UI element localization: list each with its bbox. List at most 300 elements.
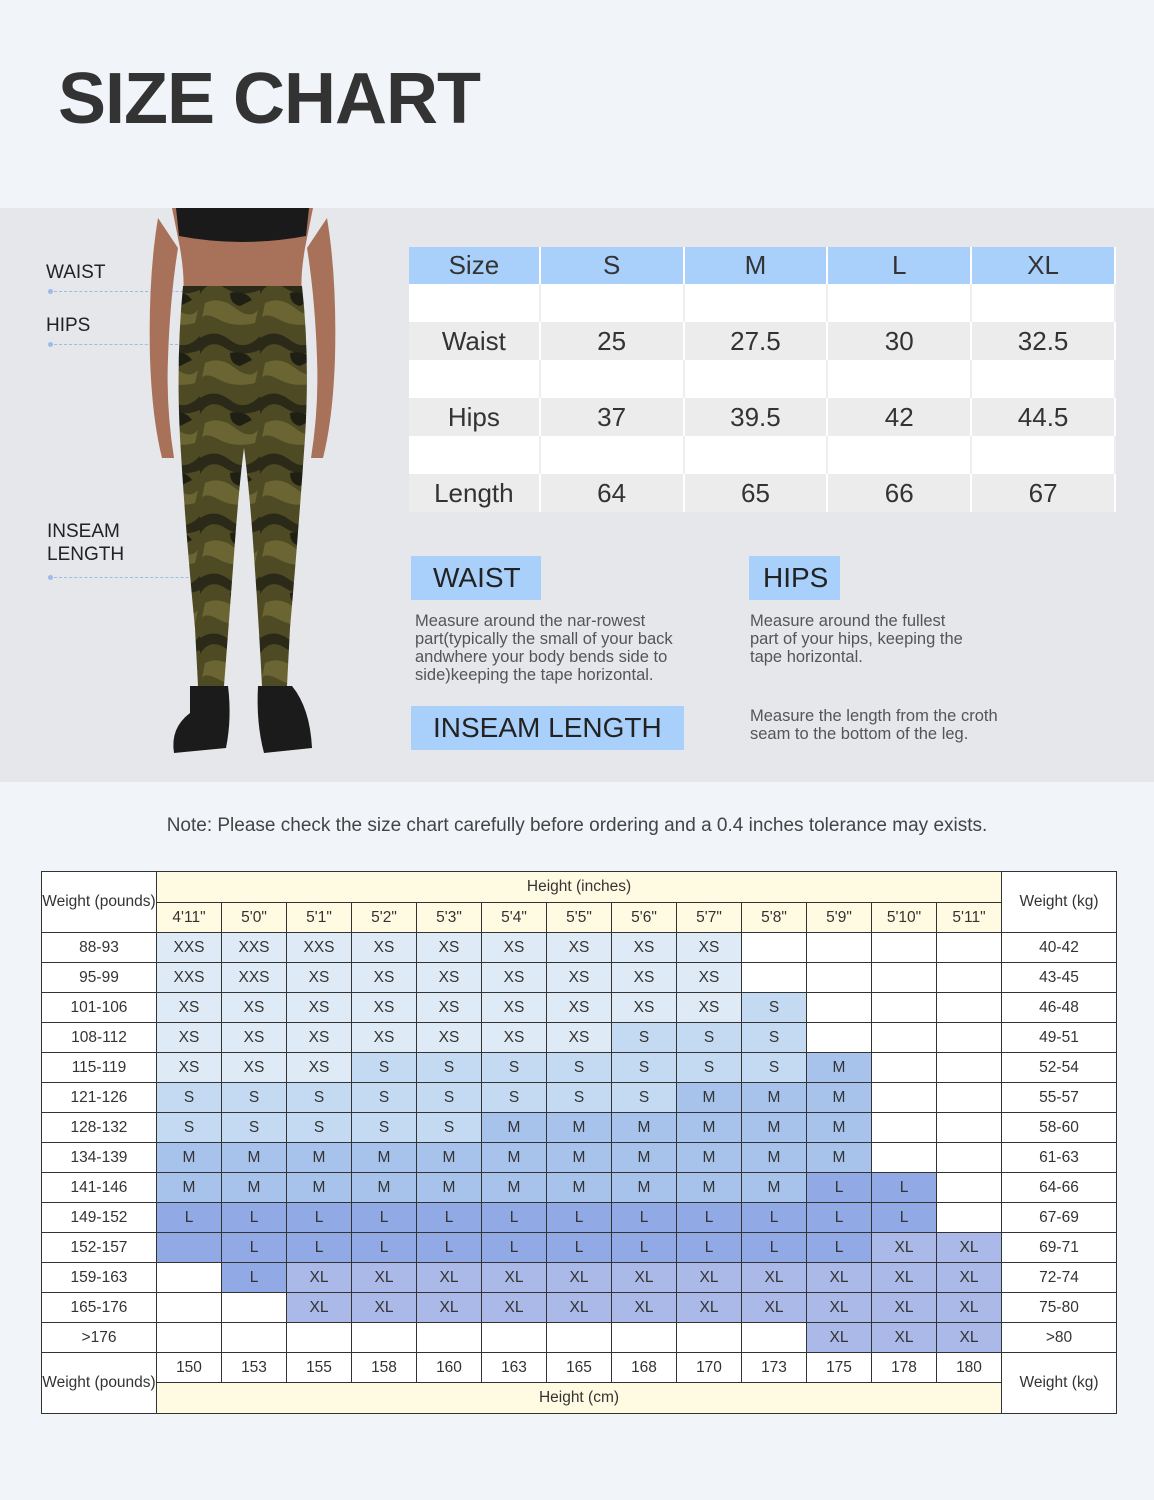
- size-value: 42: [827, 398, 971, 436]
- weight-kg-cell: 67-69: [1002, 1203, 1117, 1233]
- size-cell: XL: [677, 1263, 742, 1293]
- weight-pounds-cell: 159-163: [42, 1263, 157, 1293]
- size-cell: XL: [352, 1263, 417, 1293]
- size-cell: M: [352, 1143, 417, 1173]
- size-cell: L: [807, 1203, 872, 1233]
- model-figure-image: [140, 208, 345, 758]
- height-inches-cell: 5'8": [742, 903, 807, 933]
- size-cell: S: [157, 1113, 222, 1143]
- weight-pounds-cell: 108-112: [42, 1023, 157, 1053]
- size-cell: XS: [352, 963, 417, 993]
- height-cm-cell: 170: [677, 1353, 742, 1383]
- size-cell: XS: [417, 993, 482, 1023]
- size-cell: S: [352, 1083, 417, 1113]
- size-value: 44.5: [971, 398, 1115, 436]
- grid-header-row: [42, 872, 1117, 903]
- waist-dot: [48, 289, 53, 294]
- size-cell: M: [677, 1083, 742, 1113]
- size-cell: XL: [937, 1293, 1002, 1323]
- size-value: 66: [827, 474, 971, 512]
- size-cell: [742, 1323, 807, 1353]
- size-cell: M: [612, 1173, 677, 1203]
- weight-kg-cell: 61-63: [1002, 1143, 1117, 1173]
- size-cell: M: [677, 1143, 742, 1173]
- size-cell: L: [807, 1173, 872, 1203]
- size-cell: XL: [482, 1293, 547, 1323]
- height-inches-cell: 5'1": [287, 903, 352, 933]
- waist-label: WAIST: [46, 262, 106, 283]
- size-cell: L: [807, 1233, 872, 1263]
- size-header-cell: S: [540, 247, 684, 284]
- size-cell: XS: [222, 1023, 287, 1053]
- size-cell: XL: [287, 1263, 352, 1293]
- size-cell: S: [482, 1083, 547, 1113]
- size-cell: S: [547, 1053, 612, 1083]
- size-cell: M: [417, 1173, 482, 1203]
- size-cell: M: [482, 1173, 547, 1203]
- size-cell: XS: [612, 993, 677, 1023]
- size-cell: L: [222, 1233, 287, 1263]
- height-cm-cell: 153: [222, 1353, 287, 1383]
- weight-pounds-cell: 165-176: [42, 1293, 157, 1323]
- size-value: 30: [827, 322, 971, 360]
- size-cell: S: [742, 993, 807, 1023]
- size-cell: M: [807, 1053, 872, 1083]
- size-cell: XS: [287, 993, 352, 1023]
- weight-pounds-cell: 141-146: [42, 1173, 157, 1203]
- size-cell: [612, 1323, 677, 1353]
- weight-kg-cell: 75-80: [1002, 1293, 1117, 1323]
- size-cell: [937, 1023, 1002, 1053]
- size-cell: XL: [287, 1293, 352, 1323]
- height-inches-header: Height (inches): [157, 872, 1002, 903]
- size-cell: [742, 933, 807, 963]
- size-cell: [937, 993, 1002, 1023]
- size-value: 67: [971, 474, 1115, 512]
- size-cell: [157, 1293, 222, 1323]
- size-cell: [352, 1323, 417, 1353]
- size-value: 65: [684, 474, 828, 512]
- height-cm-cell: 180: [937, 1353, 1002, 1383]
- size-value: 39.5: [684, 398, 828, 436]
- size-cell: L: [417, 1203, 482, 1233]
- size-cell: M: [222, 1143, 287, 1173]
- size-cell: M: [677, 1173, 742, 1203]
- size-cell: M: [742, 1173, 807, 1203]
- height-weight-size-grid: [41, 871, 1117, 1414]
- size-cell: [417, 1323, 482, 1353]
- size-cell: [807, 933, 872, 963]
- size-cell: XS: [157, 1023, 222, 1053]
- size-cell: XL: [417, 1293, 482, 1323]
- weight-kg-header: Weight (kg): [1002, 872, 1117, 933]
- size-cell: M: [157, 1173, 222, 1203]
- size-cell: L: [547, 1203, 612, 1233]
- height-cm-cell: 155: [287, 1353, 352, 1383]
- table-row: [42, 993, 1117, 1023]
- size-cell: L: [222, 1203, 287, 1233]
- weight-kg-cell: 72-74: [1002, 1263, 1117, 1293]
- weight-pounds-footer: Weight (pounds): [42, 1353, 157, 1414]
- table-row: [42, 1173, 1117, 1203]
- grid-height-inches-row: [42, 903, 1117, 933]
- size-cell: [872, 1053, 937, 1083]
- inseam-guide-text: Measure the length from the croth seam to the bottom of the leg.: [750, 707, 998, 743]
- size-cell: L: [352, 1203, 417, 1233]
- height-inches-cell: 5'5": [547, 903, 612, 933]
- size-cell: [872, 993, 937, 1023]
- size-row-length: [409, 474, 1115, 512]
- size-cell: S: [222, 1113, 287, 1143]
- height-cm-cell: 173: [742, 1353, 807, 1383]
- size-cell: S: [417, 1083, 482, 1113]
- table-row: [42, 1203, 1117, 1233]
- size-cell: XS: [157, 993, 222, 1023]
- size-cell: [807, 963, 872, 993]
- weight-pounds-cell: 121-126: [42, 1083, 157, 1113]
- weight-kg-cell: >80: [1002, 1323, 1117, 1353]
- size-cell: [872, 1083, 937, 1113]
- inseam-dot: [48, 575, 53, 580]
- size-cell: XL: [937, 1263, 1002, 1293]
- size-cell: M: [547, 1143, 612, 1173]
- size-cell: [872, 1113, 937, 1143]
- size-cell: XXS: [222, 933, 287, 963]
- size-cell: [872, 1143, 937, 1173]
- hips-guide-title: HIPS: [749, 556, 840, 600]
- size-cell: S: [222, 1083, 287, 1113]
- size-cell: S: [612, 1023, 677, 1053]
- size-cell: XL: [417, 1263, 482, 1293]
- size-cell: XL: [807, 1323, 872, 1353]
- height-cm-cell: 165: [547, 1353, 612, 1383]
- size-cell: [287, 1323, 352, 1353]
- size-cell: M: [222, 1173, 287, 1203]
- size-cell: [157, 1263, 222, 1293]
- size-cell: XS: [222, 993, 287, 1023]
- size-cell: L: [287, 1203, 352, 1233]
- size-cell: [482, 1323, 547, 1353]
- size-cell: XS: [482, 1023, 547, 1053]
- weight-pounds-cell: 88-93: [42, 933, 157, 963]
- weight-kg-cell: 52-54: [1002, 1053, 1117, 1083]
- size-cell: [807, 993, 872, 1023]
- height-inches-cell: 5'9": [807, 903, 872, 933]
- size-cell: L: [612, 1233, 677, 1263]
- weight-kg-cell: 43-45: [1002, 963, 1117, 993]
- size-cell: [937, 933, 1002, 963]
- size-cell: M: [807, 1113, 872, 1143]
- size-cell: M: [742, 1113, 807, 1143]
- size-value: 37: [540, 398, 684, 436]
- size-cell: M: [612, 1113, 677, 1143]
- size-cell: L: [677, 1203, 742, 1233]
- size-cell: M: [417, 1143, 482, 1173]
- size-cell: S: [417, 1113, 482, 1143]
- weight-kg-cell: 64-66: [1002, 1173, 1117, 1203]
- table-row: [42, 1263, 1117, 1293]
- size-cell: [742, 963, 807, 993]
- size-cell: L: [482, 1233, 547, 1263]
- size-cell: M: [742, 1083, 807, 1113]
- height-cm-cell: 150: [157, 1353, 222, 1383]
- tolerance-note: Note: Please check the size chart carefully before ordering and a 0.4 inches tolerance may exists.: [166, 815, 988, 836]
- table-row: [42, 1083, 1117, 1113]
- size-cell: M: [807, 1143, 872, 1173]
- size-cell: XL: [677, 1293, 742, 1323]
- size-cell: L: [287, 1233, 352, 1263]
- size-cell: XS: [352, 993, 417, 1023]
- size-header-cell: Size: [409, 247, 540, 284]
- size-cell: XXS: [222, 963, 287, 993]
- size-cell: S: [287, 1113, 352, 1143]
- size-cell: S: [742, 1023, 807, 1053]
- size-cell: XS: [677, 993, 742, 1023]
- size-cell: L: [677, 1233, 742, 1263]
- size-cell: S: [482, 1053, 547, 1083]
- height-cm-header: Height (cm): [157, 1383, 1002, 1414]
- weight-kg-cell: 55-57: [1002, 1083, 1117, 1113]
- weight-pounds-cell: 134-139: [42, 1143, 157, 1173]
- size-row-label: Hips: [409, 398, 540, 436]
- size-cell: S: [677, 1023, 742, 1053]
- size-value: 25: [540, 322, 684, 360]
- size-cell: XL: [482, 1263, 547, 1293]
- size-cell: S: [677, 1053, 742, 1083]
- size-cell: L: [352, 1233, 417, 1263]
- size-table-header: [409, 247, 1115, 284]
- size-cell: XS: [612, 933, 677, 963]
- size-cell: [937, 1143, 1002, 1173]
- weight-pounds-cell: 115-119: [42, 1053, 157, 1083]
- size-cell: XXS: [157, 963, 222, 993]
- size-cell: L: [742, 1203, 807, 1233]
- size-cell: M: [287, 1173, 352, 1203]
- size-cell: XS: [417, 1023, 482, 1053]
- size-cell: L: [157, 1203, 222, 1233]
- page-title: SIZE CHART: [58, 59, 480, 139]
- height-inches-cell: 5'3": [417, 903, 482, 933]
- height-inches-cell: 5'7": [677, 903, 742, 933]
- table-row: [42, 1233, 1117, 1263]
- height-cm-cell: 158: [352, 1353, 417, 1383]
- size-cell: M: [482, 1143, 547, 1173]
- size-cell: XL: [612, 1293, 677, 1323]
- size-cell: [807, 1023, 872, 1053]
- size-cell: L: [742, 1233, 807, 1263]
- size-cell: XXS: [287, 933, 352, 963]
- size-cell: XL: [742, 1293, 807, 1323]
- size-cell: XS: [287, 1053, 352, 1083]
- size-cell: M: [482, 1113, 547, 1143]
- size-header-cell: XL: [971, 247, 1115, 284]
- size-cell: M: [677, 1113, 742, 1143]
- size-value: 32.5: [971, 322, 1115, 360]
- size-cell: XS: [612, 963, 677, 993]
- weight-pounds-cell: 152-157: [42, 1233, 157, 1263]
- size-cell: M: [742, 1143, 807, 1173]
- height-cm-cell: 178: [872, 1353, 937, 1383]
- grid-footer-row: [42, 1383, 1117, 1414]
- size-cell: XS: [157, 1053, 222, 1083]
- weight-pounds-header: Weight (pounds): [42, 872, 157, 933]
- size-cell: S: [612, 1053, 677, 1083]
- size-cell: XL: [807, 1293, 872, 1323]
- size-header-cell: L: [827, 247, 971, 284]
- weight-pounds-cell: 128-132: [42, 1113, 157, 1143]
- size-cell: S: [742, 1053, 807, 1083]
- size-cell: [937, 1173, 1002, 1203]
- size-cell: XS: [287, 963, 352, 993]
- size-cell: L: [872, 1203, 937, 1233]
- size-cell: [677, 1323, 742, 1353]
- weight-kg-footer: Weight (kg): [1002, 1353, 1117, 1414]
- height-inches-cell: 5'6": [612, 903, 677, 933]
- size-cell: XL: [612, 1263, 677, 1293]
- size-cell: XS: [417, 933, 482, 963]
- size-cell: S: [547, 1083, 612, 1113]
- size-header-cell: M: [684, 247, 828, 284]
- size-cell: XL: [872, 1233, 937, 1263]
- table-row: [42, 1053, 1117, 1083]
- size-cell: [937, 963, 1002, 993]
- height-inches-cell: 5'0": [222, 903, 287, 933]
- size-cell: [937, 1053, 1002, 1083]
- size-cell: XL: [872, 1323, 937, 1353]
- size-cell: XXS: [157, 933, 222, 963]
- height-cm-cell: 175: [807, 1353, 872, 1383]
- size-cell: [222, 1323, 287, 1353]
- size-cell: XS: [222, 1053, 287, 1083]
- size-cell: [157, 1323, 222, 1353]
- size-cell: XS: [547, 963, 612, 993]
- size-cell: M: [157, 1143, 222, 1173]
- size-cell: XL: [547, 1293, 612, 1323]
- inseam-label-line2: LENGTH: [47, 544, 125, 565]
- height-inches-cell: 5'10": [872, 903, 937, 933]
- size-cell: XL: [872, 1293, 937, 1323]
- size-value: 64: [540, 474, 684, 512]
- height-cm-cell: 163: [482, 1353, 547, 1383]
- hips-dot: [48, 342, 53, 347]
- size-cell: [872, 933, 937, 963]
- size-cell: XS: [482, 933, 547, 963]
- table-row: [42, 1323, 1117, 1353]
- size-row-waist: [409, 322, 1115, 360]
- size-cell: S: [612, 1083, 677, 1113]
- size-cell: M: [547, 1173, 612, 1203]
- size-row-label: Waist: [409, 322, 540, 360]
- table-row: [42, 1113, 1117, 1143]
- size-cell: [222, 1293, 287, 1323]
- size-row-label: Length: [409, 474, 540, 512]
- size-cell: [872, 1023, 937, 1053]
- size-cell: XL: [352, 1293, 417, 1323]
- weight-kg-cell: 58-60: [1002, 1113, 1117, 1143]
- size-cell: XL: [807, 1263, 872, 1293]
- size-cell: XL: [872, 1263, 937, 1293]
- size-cell: L: [222, 1263, 287, 1293]
- height-inches-cell: 5'11": [937, 903, 1002, 933]
- size-cell: XS: [482, 993, 547, 1023]
- size-cell: S: [352, 1053, 417, 1083]
- height-inches-cell: 5'2": [352, 903, 417, 933]
- size-table: [409, 247, 1116, 512]
- size-cell: XS: [547, 993, 612, 1023]
- waist-guide-title: WAIST: [411, 556, 541, 600]
- weight-kg-cell: 69-71: [1002, 1233, 1117, 1263]
- size-cell: M: [287, 1143, 352, 1173]
- size-cell: S: [352, 1113, 417, 1143]
- height-cm-cell: 160: [417, 1353, 482, 1383]
- inseam-label-line1: INSEAM: [47, 521, 120, 542]
- size-cell: XS: [287, 1023, 352, 1053]
- size-cell: M: [352, 1173, 417, 1203]
- size-cell: S: [287, 1083, 352, 1113]
- size-cell: M: [807, 1083, 872, 1113]
- size-cell: XL: [547, 1263, 612, 1293]
- size-cell: L: [872, 1173, 937, 1203]
- size-cell: [157, 1233, 222, 1263]
- size-row-hips: [409, 398, 1115, 436]
- size-cell: XS: [352, 933, 417, 963]
- size-cell: M: [547, 1113, 612, 1143]
- size-cell: XL: [742, 1263, 807, 1293]
- hips-guide-text: Measure around the fullest part of your hips, keeping the tape horizontal.: [750, 612, 963, 666]
- table-row: [42, 1143, 1117, 1173]
- weight-kg-cell: 46-48: [1002, 993, 1117, 1023]
- size-cell: XS: [417, 963, 482, 993]
- size-cell: [547, 1323, 612, 1353]
- size-cell: [937, 1113, 1002, 1143]
- size-cell: XS: [677, 963, 742, 993]
- weight-pounds-cell: >176: [42, 1323, 157, 1353]
- table-row: [42, 963, 1117, 993]
- height-cm-cell: 168: [612, 1353, 677, 1383]
- weight-kg-cell: 40-42: [1002, 933, 1117, 963]
- size-cell: L: [547, 1233, 612, 1263]
- size-cell: XS: [482, 963, 547, 993]
- size-cell: XS: [352, 1023, 417, 1053]
- height-inches-cell: 5'4": [482, 903, 547, 933]
- size-cell: [937, 1083, 1002, 1113]
- table-row: [42, 933, 1117, 963]
- weight-pounds-cell: 101-106: [42, 993, 157, 1023]
- size-cell: S: [417, 1053, 482, 1083]
- size-cell: S: [157, 1083, 222, 1113]
- size-cell: XS: [547, 933, 612, 963]
- size-cell: L: [482, 1203, 547, 1233]
- size-cell: XL: [937, 1233, 1002, 1263]
- size-cell: [937, 1203, 1002, 1233]
- table-row: [42, 1023, 1117, 1053]
- grid-height-cm-row: [42, 1353, 1117, 1383]
- waist-guide-text: Measure around the nar-rowest part(typically the small of your back andwhere your body bends side to side)keeping the tape horizontal.: [415, 612, 673, 684]
- size-cell: XS: [547, 1023, 612, 1053]
- size-cell: M: [612, 1143, 677, 1173]
- inseam-guide-title: INSEAM LENGTH: [411, 706, 684, 750]
- weight-kg-cell: 49-51: [1002, 1023, 1117, 1053]
- size-cell: XS: [677, 933, 742, 963]
- weight-pounds-cell: 95-99: [42, 963, 157, 993]
- size-cell: XL: [937, 1323, 1002, 1353]
- size-cell: L: [417, 1233, 482, 1263]
- height-inches-cell: 4'11": [157, 903, 222, 933]
- size-cell: L: [612, 1203, 677, 1233]
- hips-label: HIPS: [46, 315, 91, 336]
- table-row: [42, 1293, 1117, 1323]
- size-cell: [872, 963, 937, 993]
